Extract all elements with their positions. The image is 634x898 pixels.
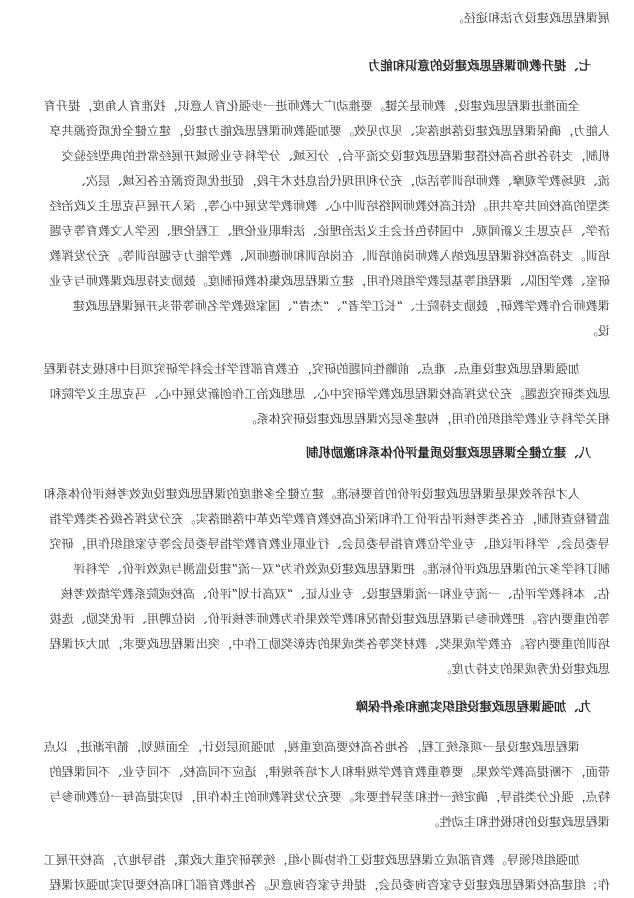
- text-line: 课程思政建设的积极性和主动性。: [427, 815, 610, 829]
- text-line: 机制，支持各地各高校搭建课程思政建设交流平台，分区域、分学科专业领域开展经常性的典型经验交: [61, 149, 610, 163]
- text-line: 课程思政建设是一项系统工程，各地各高校要高度重视，加强顶层设计，全面规划，循序渐进，以点: [43, 740, 580, 754]
- text-line: 人能力，确保课程思政建设落地落实、见功见效。要加强教师课程思政能力建设，建立健全优质资源共享: [49, 124, 610, 138]
- text-line: 人才培养效果是课程思政建设评价的首要标准。建立健全多维度的课程思政建设成效考核评价体系和: [43, 487, 580, 501]
- text-line: 估、本科教学评估、一流专业和一流课程建设、专业认证、“双高计划”评价、高校或院系教学绩效考核: [61, 587, 610, 601]
- text-line: 全面推进课程思政建设，教师是关键。要推动广大教师进一步强化育人意识，找准育人角度，提升育: [43, 99, 580, 113]
- text-line: 培训的重要内容。在教学成果奖、教材奖等各类成果的表彰奖励工作中，突出课程思政要求，加大对课程: [49, 637, 610, 651]
- text-line: 思政建设优秀成果的支持力度。: [439, 662, 610, 676]
- section-7-heading: 七、提升教师课程思政建设的意识和能力: [367, 58, 591, 73]
- text-line: 研室、教学团队、课程组等基层教学组织作用，建立课程思政集体教研制度。鼓励支持思政课教师与专业: [49, 274, 610, 288]
- text-line: 类型的高校间共享共用。依托高校教师网络培训中心、教师教学发展中心等，深入开展马克思主义政治经: [49, 199, 610, 213]
- fragment-line: 展课程思政建设方法和途径。: [451, 11, 610, 25]
- text-line: 加强组织领导。教育部成立课程思政建设工作协调小组，统筹研究重大政策，指导地方，高校开展工: [43, 853, 580, 867]
- text-line: 流、现场教学观摩、教师培训等活动，充分利用现代信息技术手段，促进优质资源在各区域、层次、: [73, 174, 610, 188]
- text-line: 思政类研究选题。充分发挥高校课程思政教学研究中心、思想政治工作创新发展中心、马克思主义学院和: [49, 387, 610, 401]
- text-line: 济学、马克思主义新闻观、中国特色社会主义法治理论、法律职业伦理、工程伦理、医学人文教育等专题: [49, 224, 610, 238]
- text-line: 特点，强化分类指导，确定统一性和差异性要求。要充分发挥教师的主体作用，切实提高每一位教师参与: [49, 790, 610, 804]
- text-line: 培训。支持高校将课程思政纳入教师岗前培训、在岗培训和师德师风、教学能力专题培训等。充分发挥教: [49, 249, 610, 263]
- section-8-heading: 八、建立健全课程思政建设质量评价体系和激励机制: [306, 445, 591, 460]
- text-line: 监督检查机制，在各类考核评估评价工作和深化高校教育教学改革中落细落实。充分发挥各级各类教学指: [49, 512, 610, 526]
- text-line: 设。: [585, 324, 610, 338]
- text-line: 带面，不断提高教学效果。要尊重教育教学规律和人才培养规律，适应不同高校、不同专业、不同课程的: [49, 765, 610, 779]
- text-line: 导委员会、学科评议组、专业学位教育指导委员会、行业职业教育教学指导委员会等专家组织作用，研究: [49, 537, 610, 551]
- text-line: 相关学科专业教学组织的作用，构建多层次课程思政建设研究体系。: [244, 412, 610, 426]
- text-line: 制订科学多元的课程思政评价标准。把课程思政建设成效作为“双一流”建设监测与成效评价、学科评: [73, 562, 610, 576]
- section-9-heading: 九、加强课程思政建设组织实施和条件保障: [355, 699, 591, 714]
- text-line: 课教师合作教学教研，鼓励支持院士、“长江学者”、“杰青”、国家级教学名师等带头开展课程思政建: [72, 299, 610, 313]
- text-line: 作；组建高校课程思政建设专家咨询委员会，提供专家咨询意见。各地教育部门和高校要切实加强对课程: [49, 878, 610, 892]
- text-line: 等的重要内容。把教师参与课程思政建设情况和教学效果作为教师考核评价、岗位聘用、评优奖励、选拔: [49, 612, 610, 626]
- text-line: 加强课程思政建设重点、难点、前瞻性问题的研究，在教育部哲学社会科学研究项目中积极支持课程: [43, 362, 580, 376]
